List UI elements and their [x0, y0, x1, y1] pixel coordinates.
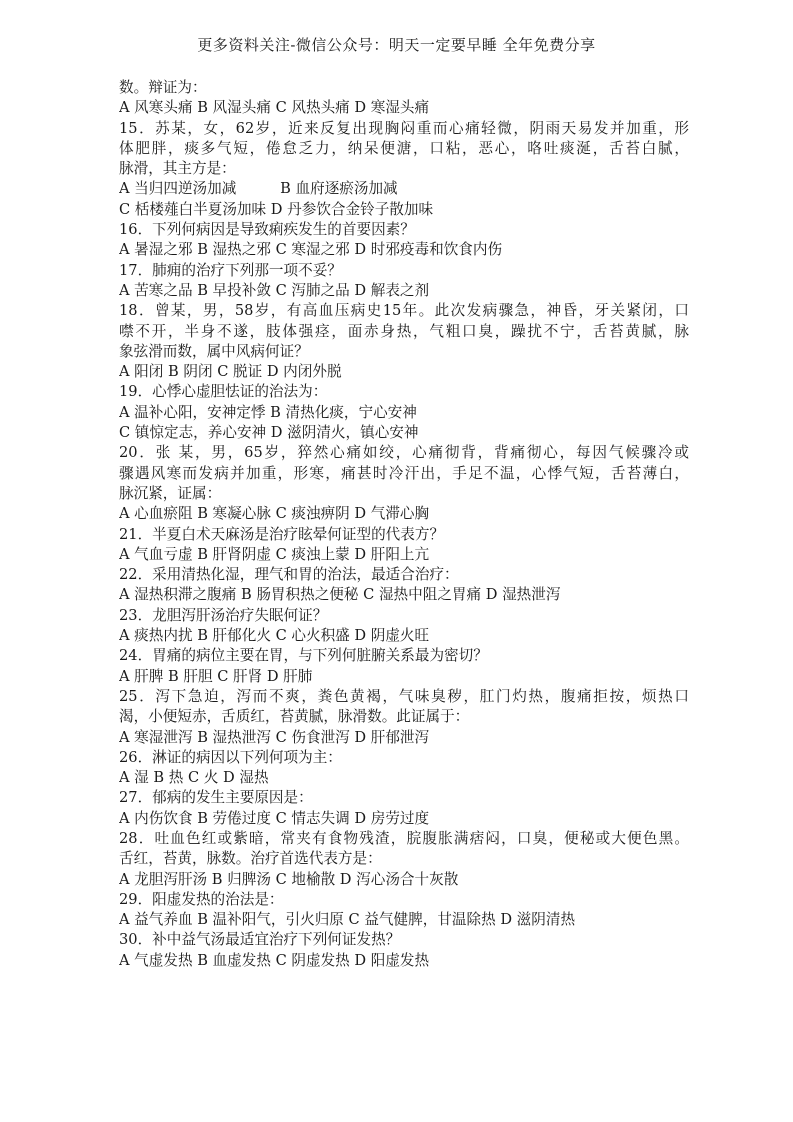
text-line: 渴，小便短赤，舌质红，苔黄腻，脉滑数。此证属于： — [119, 708, 470, 726]
document-body — [119, 78, 689, 971]
text-line: 脉滑，其主方是： — [119, 160, 236, 178]
text-line: 象弦滑而数，属中风病何证？ — [119, 342, 309, 360]
text-line: A 暑湿之邪 B 湿热之邪 C 寒湿之邪 D 时邪疫毒和饮食内伤 — [119, 241, 503, 259]
text-line: 26．淋证的病因以下列何项为主： — [119, 748, 342, 766]
text-line: 脉沉紧，证属： — [119, 484, 222, 502]
text-line: A 湿热积滞之腹痛 B 肠胃积热之便秘 C 湿热中阻之胃痛 D 湿热泄泻 — [119, 586, 561, 604]
text-line: 22．采用清热化湿，理气和胃的治法，最适合治疗： — [119, 566, 459, 584]
text-line: 噤不开，半身不遂，肢体强痉，面赤身热，气粗口臭，躁扰不宁，舌苔黄腻，脉 — [119, 322, 689, 340]
text-line: 20．张 某，男，65岁，猝然心痛如绞，心痛彻背，背痛彻心，每因气候骤冷或 — [119, 444, 689, 462]
text-line: 16．下列何病因是导致痢疾发生的首要因素？ — [119, 221, 415, 239]
text-line: 25．泻下急迫，泻而不爽，粪色黄褐，气味臭秽，肛门灼热，腹痛拒按，烦热口 — [119, 687, 689, 705]
text-line: 30．补中益气汤最适宜治疗下列何证发热？ — [119, 931, 401, 949]
text-line: A 肝脾 B 肝胆 C 肝肾 D 肝肺 — [119, 667, 313, 685]
text-line: A 心血瘀阻 B 寒凝心脉 C 痰浊痹阴 D 气滞心胸 — [119, 505, 430, 523]
text-line: A 当归四逆汤加减 B 血府逐瘀汤加减 — [119, 180, 398, 198]
text-line: A 气虚发热 B 血虚发热 C 阴虚发热 D 阳虚发热 — [119, 951, 430, 969]
text-line: A 苦寒之品 B 早投补敛 C 泻肺之品 D 解表之剂 — [119, 281, 430, 299]
text-line: A 痰热内扰 B 肝郁化火 C 心火积盛 D 阴虚火旺 — [119, 627, 430, 645]
text-line: A 阳闭 B 阴闭 C 脱证 D 内闭外脱 — [119, 363, 342, 381]
text-line: 28．吐血色红或紫暗，常夹有食物残渣，脘腹胀满痞闷，口臭，便秘或大便色黑。 — [119, 829, 689, 847]
text-line: 舌红，苔黄，脉数。治疗首选代表方是： — [119, 850, 382, 868]
text-line: 27．郁病的发生主要原因是： — [119, 789, 313, 807]
text-line: A 益气养血 B 温补阳气，引火归原 C 益气健脾，甘温除热 D 滋阴清热 — [119, 911, 576, 929]
text-line: 体肥胖，痰多气短，倦怠乏力，纳呆便溏，口粘，恶心，咯吐痰涎，舌苔白腻， — [119, 139, 689, 157]
text-line: A 湿 B 热 C 火 D 湿热 — [119, 769, 269, 787]
text-line: A 风寒头痛 B 风湿头痛 C 风热头痛 D 寒湿头痛 — [119, 99, 430, 117]
text-line: 15．苏某，女，62岁，近来反复出现胸闷重而心痛轻微，阴雨天易发并加重，形 — [119, 119, 689, 137]
page-header: 更多资料关注-微信公众号：明天一定要早睡 全年免费分享 — [197, 36, 596, 54]
text-line: 17．肺痈的治疗下列那一项不妥？ — [119, 261, 342, 279]
text-line: 24．胃痛的病位主要在胃，与下列何脏腑关系最为密切？ — [119, 647, 488, 665]
text-line: 19．心悸心虚胆怯证的治法为： — [119, 383, 328, 401]
text-line: A 内伤饮食 B 劳倦过度 C 情志失调 D 房劳过度 — [119, 809, 430, 827]
text-line: 数。辩证为： — [119, 79, 207, 96]
text-line: C 镇惊定志，养心安神 D 滋阴清火，镇心安神 — [119, 424, 419, 442]
text-line: A 气血亏虚 B 肝肾阴虚 C 痰浊上蒙 D 肝阳上亢 — [119, 545, 430, 563]
text-line: A 温补心阳，安神定悸 B 清热化痰，宁心安神 — [119, 403, 417, 421]
text-line: A 寒湿泄泻 B 湿热泄泻 C 伤食泄泻 D 肝郁泄泻 — [119, 728, 430, 746]
text-line: 骤遇风寒而发病并加重，形寒，痛甚时冷汗出，手足不温，心悸气短，舌苔薄白， — [119, 464, 689, 482]
text-line: 21．半夏白术天麻汤是治疗眩晕何证型的代表方？ — [119, 525, 445, 543]
text-line: 29．阳虚发热的治法是： — [119, 890, 284, 908]
text-line: 23．龙胆泻肝汤治疗失眠何证？ — [119, 606, 328, 624]
text-line: A 龙胆泻肝汤 B 归脾汤 C 地榆散 D 泻心汤合十灰散 — [119, 870, 459, 888]
text-line: 18．曾某，男，58岁，有高血压病史15年。此次发病骤急，神昏，牙关紧闭，口 — [119, 302, 689, 320]
text-line: C 栝楼薤白半夏汤加味 D 丹参饮合金铃子散加味 — [119, 200, 434, 218]
